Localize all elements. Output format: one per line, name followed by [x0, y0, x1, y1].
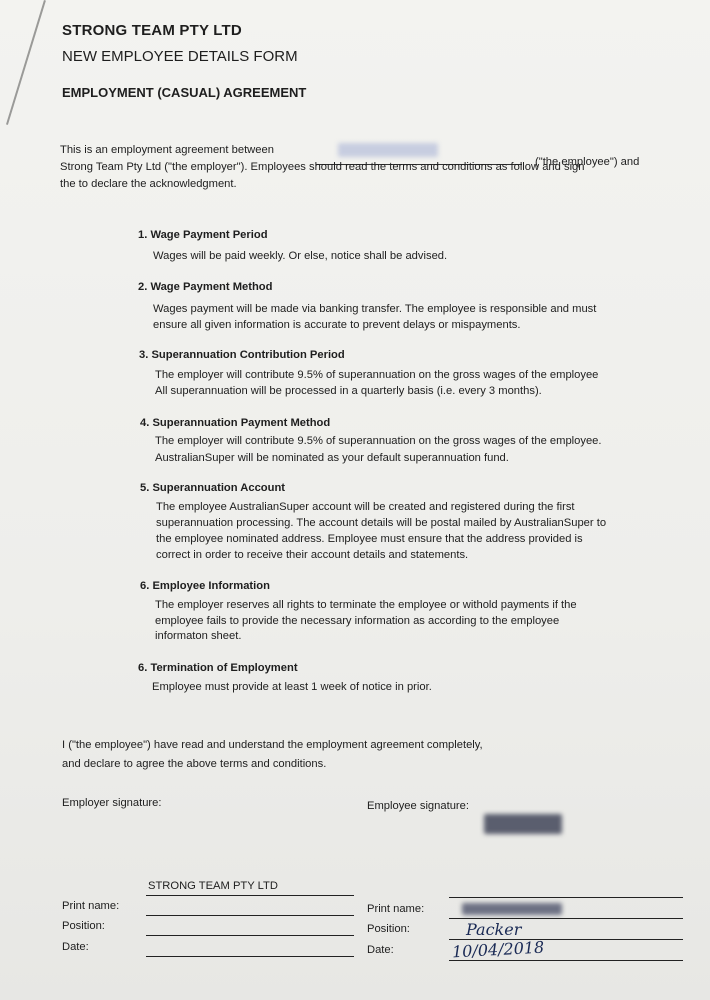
employee-print-name-line: [449, 918, 683, 919]
section-text: AustralianSuper will be nominated as your default superannuation fund.: [155, 452, 509, 464]
intro-line-1-end: ("the employee") and: [535, 156, 640, 168]
redacted-employee-signature: [484, 814, 562, 834]
employer-print-name-line: [146, 915, 354, 916]
section-text: correct in order to receive their account details and statements.: [156, 549, 469, 561]
agreement-title: EMPLOYMENT (CASUAL) AGREEMENT: [62, 85, 307, 100]
section-text: Wages will be paid weekly. Or else, notice shall be advised.: [153, 250, 448, 262]
employee-date-label: Date:: [367, 944, 394, 956]
section-text: employee fails to provide the necessary information as according to the employee: [155, 615, 560, 627]
employee-date-line: [449, 960, 683, 961]
employer-date-line: [146, 956, 354, 957]
employee-print-name-label: Print name:: [367, 903, 425, 915]
intro-line-3: the to declare the acknowledgment.: [60, 178, 237, 190]
section-text: All superannuation will be processed in a quarterly basis (i.e. every 3 months).: [155, 385, 542, 397]
section-text: superannuation processing. The account details will be postal mailed by AustralianSuper to: [156, 517, 607, 529]
employee-position-label: Position:: [367, 923, 410, 935]
form-title: NEW EMPLOYEE DETAILS FORM: [62, 48, 298, 65]
section-title: 6. Employee Information: [140, 580, 270, 592]
employer-position-line: [146, 935, 354, 936]
section-text: Employee must provide at least 1 week of notice in prior.: [152, 681, 432, 693]
section-text: The employer reserves all rights to terminate the employee or withold payments if the: [155, 599, 577, 611]
employee-date-value: 10/04/2018: [451, 937, 545, 962]
employer-print-name-label: Print name:: [62, 900, 120, 912]
redacted-employee-name: [338, 143, 438, 157]
employer-date-label: Date:: [62, 941, 89, 953]
employee-signature-label: Employee signature:: [367, 800, 469, 812]
section-title: 3. Superannuation Contribution Period: [139, 349, 345, 361]
section-text: ensure all given information is accurate to prevent delays or mispayments.: [153, 319, 521, 331]
employer-signature-label: Employer signature:: [62, 797, 162, 809]
intro-line-1: This is an employment agreement between: [60, 144, 274, 156]
company-name: STRONG TEAM PTY LTD: [62, 22, 242, 39]
intro-line-2: Strong Team Pty Ltd ("the employer"). Employees should read the terms and conditions as follow and sign: [60, 161, 585, 173]
section-text: the employee nominated address. Employee must ensure that the address provided is: [156, 533, 583, 545]
section-text: Wages payment will be made via banking transfer. The employee is responsible and must: [153, 303, 597, 315]
declaration-line-2: and declare to agree the above terms and conditions.: [62, 758, 327, 770]
employer-company-line: [146, 895, 354, 896]
section-title: 6. Termination of Employment: [138, 662, 298, 674]
section-text: The employer will contribute 9.5% of superannuation on the gross wages of the employee.: [155, 435, 602, 447]
employer-company-value: STRONG TEAM PTY LTD: [148, 880, 278, 892]
section-text: The employer will contribute 9.5% of superannuation on the gross wages of the employee: [155, 369, 599, 381]
section-text: informaton sheet.: [155, 630, 242, 642]
section-title: 1. Wage Payment Period: [138, 229, 268, 241]
employee-signature-line: [449, 897, 683, 898]
redacted-employee-print-name: [462, 903, 562, 915]
section-text: The employee AustralianSuper account will be created and registered during the first: [156, 501, 575, 513]
declaration-line-1: I ("the employee") have read and understand the employment agreement completely,: [62, 739, 483, 751]
section-title: 2. Wage Payment Method: [138, 281, 273, 293]
section-title: 4. Superannuation Payment Method: [140, 417, 331, 429]
employer-position-label: Position:: [62, 920, 105, 932]
section-title: 5. Superannuation Account: [140, 482, 286, 494]
employee-position-value: Packer: [466, 920, 522, 939]
paper-edge: [6, 0, 46, 125]
